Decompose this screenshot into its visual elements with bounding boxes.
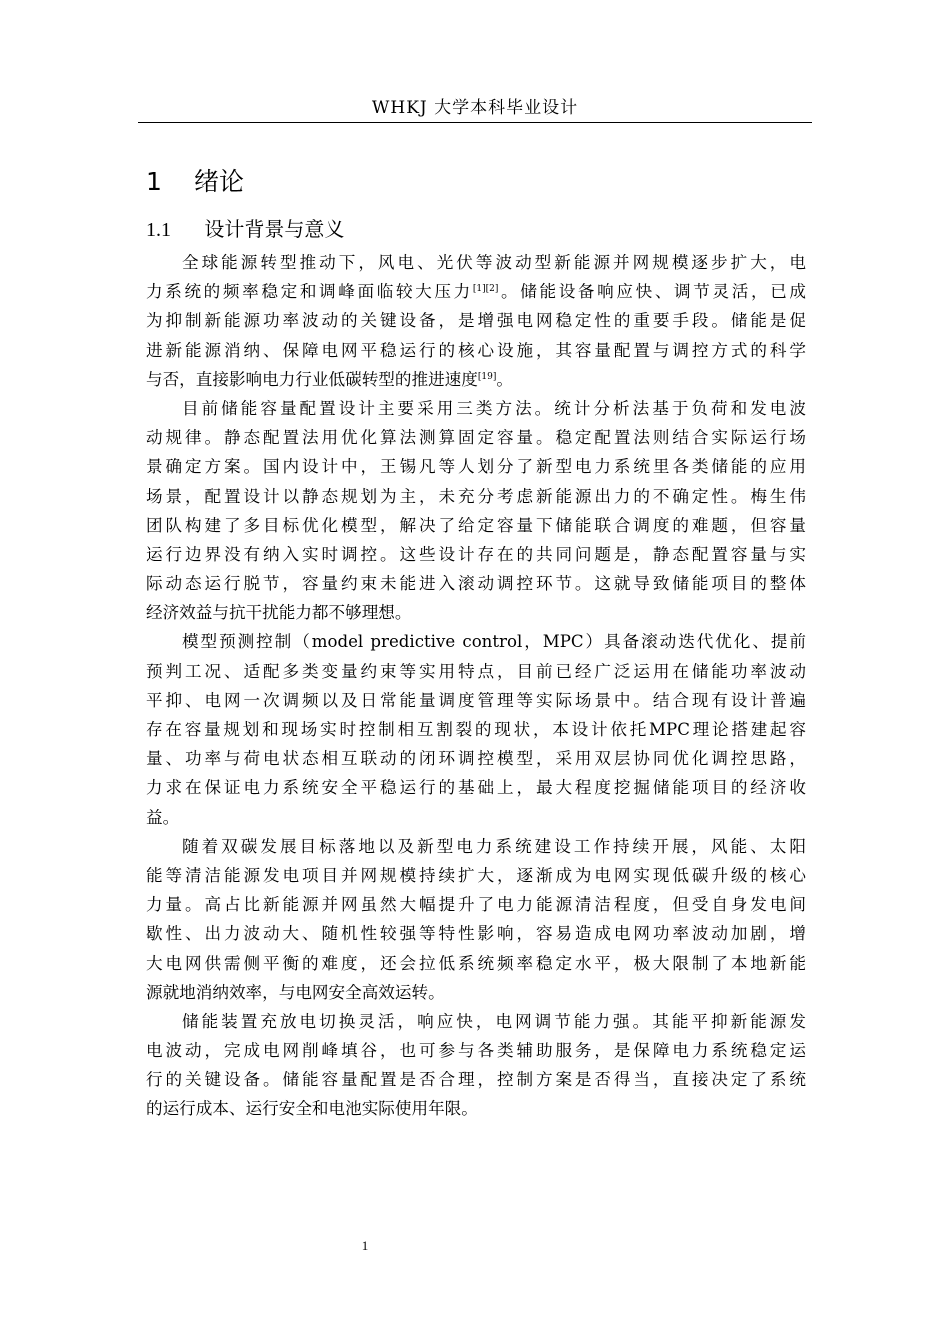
text-line: 平抑、电网一次调频以及日常能量调度管理等实际场景中。结合现有设计普遍 [146, 690, 806, 710]
paragraph [146, 627, 806, 831]
body-text [146, 248, 806, 1124]
text-line: 源就地消纳效率，与电网安全高效运转。 [146, 982, 445, 1002]
text-line: 模型预测控制（model predictive control，MPC）具备滚动迭代优化、提前 [182, 632, 806, 652]
paragraph [146, 248, 806, 394]
text-line: 存在容量规划和现场实时控制相互割裂的现状，本设计依托MPC理论搭建起容 [146, 720, 806, 739]
text-line: 运行边界没有纳入实时调控。这些设计存在的共同问题是，静态配置容量与实 [146, 544, 806, 564]
text-line: 随着双碳发展目标落地以及新型电力系统建设工作持续开展，风能、太阳 [182, 836, 806, 856]
citation-superscript: [19] [477, 371, 497, 382]
paragraph [146, 1007, 806, 1124]
text-line: 能等清洁能源发电项目并网规模持续扩大，逐渐成为电网实现低碳升级的核心 [146, 865, 806, 885]
text-line: 预判工况、适配多类变量约束等实用特点，目前已经广泛运用在储能功率波动 [146, 661, 806, 681]
text-line: 大电网供需侧平衡的难度，还会拉低系统频率稳定水平，极大限制了本地新能 [146, 953, 806, 973]
paragraph [146, 832, 806, 1007]
section-number: 1.1 [146, 219, 171, 241]
chapter-heading [146, 162, 244, 202]
text-line: 电波动，完成电网削峰填谷，也可参与各类辅助服务，是保障电力系统稳定运 [146, 1041, 806, 1061]
header-rule [138, 122, 812, 123]
text-line: 目前储能容量配置设计主要采用三类方法。统计分析法基于负荷和发电波 [182, 398, 806, 418]
text-line: 动规律。静态配置法用优化算法测算固定容量。稳定配置法则结合实际运行场 [146, 428, 806, 448]
text-line: 力量。高占比新能源并网虽然大幅提升了电力能源清洁程度，但受自身发电间 [146, 895, 806, 915]
text-line: 场景，配置设计以静态规划为主，未充分考虑新能源出力的不确定性。梅生伟 [146, 486, 806, 506]
text-line: 全球能源转型推动下，风电、光伏等波动型新能源并网规模逐步扩大，电 [182, 253, 806, 272]
text-line: 储能装置充放电切换灵活，响应快，电网调节能力强。其能平抑新能源发 [182, 1011, 806, 1031]
text-line: 歇性、出力波动大、随机性较强等特性影响，容易造成电网功率波动加剧，增 [146, 924, 806, 944]
text-line: 力求在保证电力系统安全平稳运行的基础上，最大程度挖掘储能项目的经济收 [146, 778, 806, 798]
text-line: 为抑制新能源功率波动的关键设备，是增强电网稳定性的重要手段。储能是促 [146, 311, 806, 331]
section-title: 设计背景与意义 [204, 217, 345, 241]
page-number: 1 [361, 1238, 369, 1253]
paragraph [146, 394, 806, 628]
text-line: 的运行成本、运行安全和电池实际使用年限。 [146, 1099, 478, 1119]
text-line: 经济效益与抗干扰能力都不够理想。 [146, 603, 412, 623]
chapter-number: 1 [146, 167, 162, 196]
section-heading [146, 212, 344, 247]
text-line: 际动态运行脱节，容量约束未能进入滚动调控环节。这就导致储能项目的整体 [146, 574, 806, 594]
text-line: 景确定方案。国内设计中，王锡凡等人划分了新型电力系统里各类储能的应用 [146, 457, 806, 477]
text-line: 行的关键设备。储能容量配置是否合理，控制方案是否得当，直接决定了系统 [146, 1070, 806, 1090]
text-line: 益。 [146, 807, 180, 827]
citation-superscript: [1][2] [472, 284, 499, 295]
text-line: 力系统的频率稳定和调峰面临较大压力[1][2]。储能设备响应快、调节灵活，已成 [146, 282, 806, 302]
page-header: WHKJ 大学本科毕业设计 [371, 98, 579, 118]
text-line: 量、功率与荷电状态相互联动的闭环调控模型，采用双层协同优化调控思路， [146, 749, 806, 769]
text-line: 与否，直接影响电力行业低碳转型的推进速度[19]。 [146, 369, 513, 389]
text-line: 进新能源消纳、保障电网平稳运行的核心设施，其容量配置与调控方式的科学 [146, 340, 806, 360]
chapter-title: 绪论 [193, 167, 244, 196]
text-line: 团队构建了多目标优化模型，解决了给定容量下储能联合调度的难题，但容量 [146, 515, 806, 535]
